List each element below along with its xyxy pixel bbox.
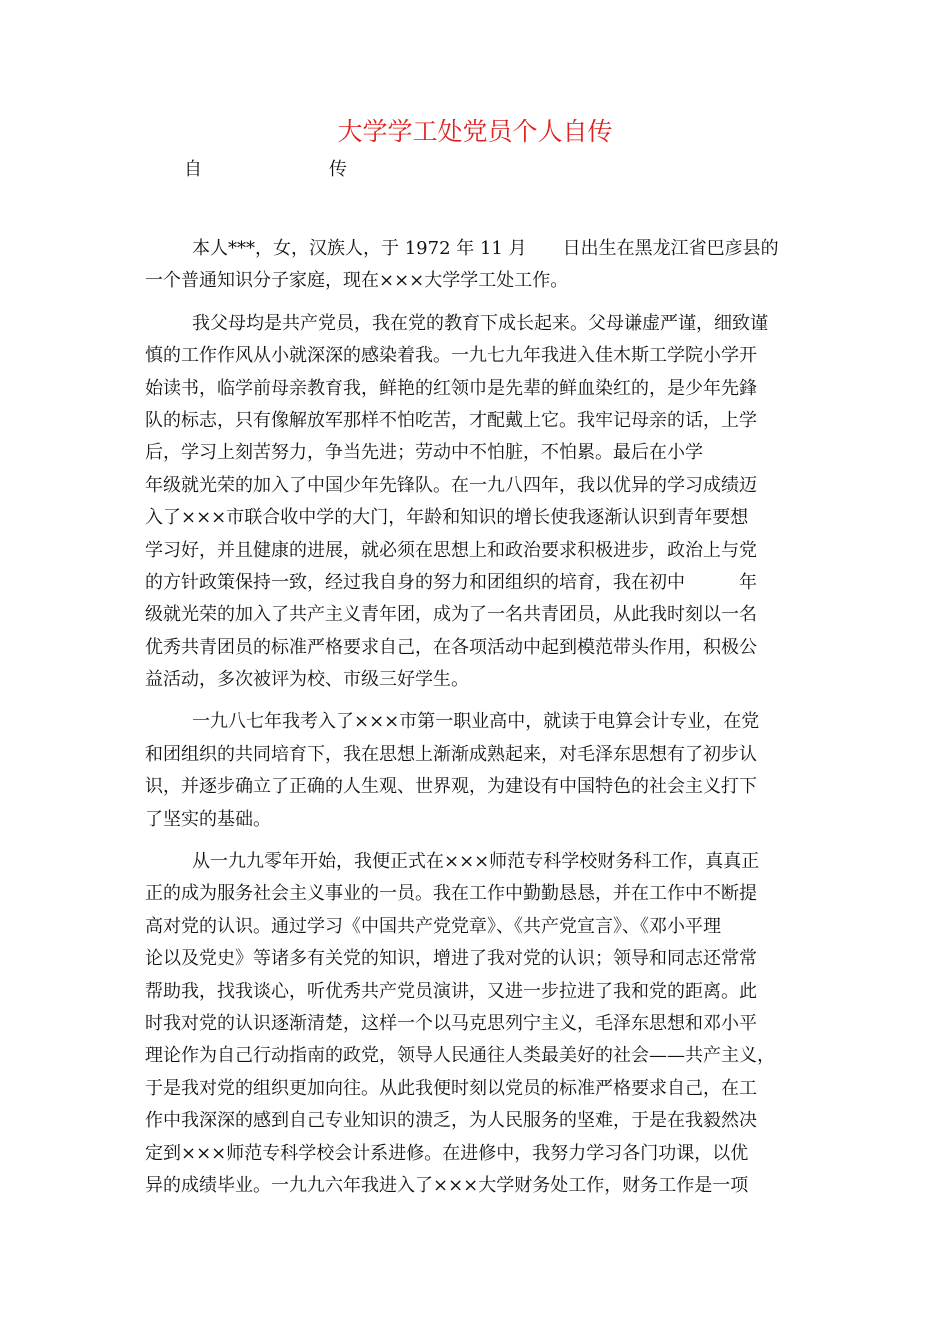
paragraph-line: 和团组织的共同培育下，我在思想上渐渐成熟起来，对毛泽东思想有了初步认	[145, 743, 757, 765]
paragraph-line: 正的成为服务社会主义事业的一员。我在工作中勤勤恳恳，并在工作中不断提	[145, 883, 757, 905]
paragraph-line: 识，并逐步确立了正确的人生观、世界观，为建设有中国特色的社会主义打下	[145, 776, 757, 798]
paragraph-line: 本人***，女，汉族人，于 1972 年 11 月 日出生在黑龙江省巴彦县的	[192, 238, 779, 259]
paragraph-line: 优秀共青团员的标准严格要求自己，在各项活动中起到模范带头作用，积极公	[145, 636, 757, 658]
subtitle-char-left: 自	[184, 159, 202, 180]
document-title: 大学学工处党员个人自传	[337, 117, 613, 146]
paragraph-gap	[145, 298, 805, 308]
paragraph-line: 了坚实的基础。	[145, 808, 271, 830]
paragraph-line: 队的标志，只有像解放军那样不怕吃苦，才配戴上它。我牢记母亲的话，上学	[145, 409, 757, 431]
paragraph	[145, 308, 805, 697]
paragraph-gap	[145, 696, 805, 706]
paragraph-line: 年级就光荣的加入了中国少年先锋队。在一九八四年，我以优异的学习成绩迈	[145, 474, 757, 496]
paragraph-line: 始读书，临学前母亲教育我，鲜艳的红领巾是先辈的鲜血染红的，是少年先鋒	[145, 377, 757, 399]
paragraph-gap	[145, 836, 805, 846]
paragraph	[145, 846, 805, 1202]
paragraph-line: 时我对党的认识逐渐清楚，这样一个以马克思列宁主义，毛泽东思想和邓小平	[145, 1012, 757, 1034]
paragraph-line: 的方针政策保持一致，经过我自身的努力和团组织的培育，我在初中 年	[145, 571, 757, 593]
paragraph-line: 定到×××师范专科学校会计系进修。在进修中，我努力学习各门功课，以优	[145, 1142, 749, 1164]
paragraph-line: 慎的工作作风从小就深深的感染着我。一九七九年我进入佳木斯工学院小学开	[145, 345, 757, 367]
paragraph-line: 帮助我，找我谈心，听优秀共产党员演讲，又进一步拉进了我和党的距离。此	[145, 980, 757, 1002]
document-body	[145, 233, 805, 1202]
paragraph-line: 级就光荣的加入了共产主义青年团，成为了一名共青团员，从此我时刻以一名	[145, 604, 757, 626]
paragraph-line: 理论作为自己行动指南的政党，领导人民通往人类最美好的社会——共产主义，	[145, 1045, 775, 1067]
paragraph-line: 从一九九零年开始，我便正式在×××师范专科学校财务科工作，真真正	[192, 851, 760, 873]
paragraph-line: 论以及党史》等诸多有关党的知识，增进了我对党的认识；领导和同志还常常	[145, 948, 757, 970]
paragraph	[145, 233, 805, 298]
paragraph-line: 入了×××市联合收中学的大门，年龄和知识的增长使我逐渐认识到青年要想	[145, 507, 749, 529]
paragraph-line: 益活动，多次被评为校、市级三好学生。	[145, 669, 469, 691]
paragraph-line: 异的成绩毕业。一九九六年我进入了×××大学财务处工作，财务工作是一项	[145, 1174, 749, 1196]
paragraph-line: 高对党的认识。通过学习《中国共产党党章》、《共产党宣言》、《邓小平理	[145, 915, 721, 937]
paragraph	[145, 706, 805, 836]
subtitle-char-right: 传	[329, 159, 347, 180]
paragraph-line: 作中我深深的感到自己专业知识的溃乏，为人民服务的坚难，于是在我毅然决	[145, 1110, 757, 1132]
paragraph-line: 于是我对党的组织更加向往。从此我便时刻以党员的标准严格要求自己，在工	[145, 1077, 757, 1099]
paragraph-line: 我父母均是共产党员，我在党的教育下成长起来。父母谦虚严谨，细致谨	[192, 312, 768, 334]
paragraph-line: 学习好，并且健康的进展，就必须在思想上和政治要求积极进步，政治上与党	[145, 539, 757, 561]
paragraph-line: 一九八七年我考入了×××市第一职业高中，就读于电算会计专业，在党	[192, 711, 760, 733]
paragraph-line: 后，学习上刻苦努力，争当先进；劳动中不怕脏，不怕累。最后在小学	[145, 442, 703, 464]
paragraph-line: 一个普通知识分子家庭，现在×××大学学工处工作。	[145, 270, 569, 292]
